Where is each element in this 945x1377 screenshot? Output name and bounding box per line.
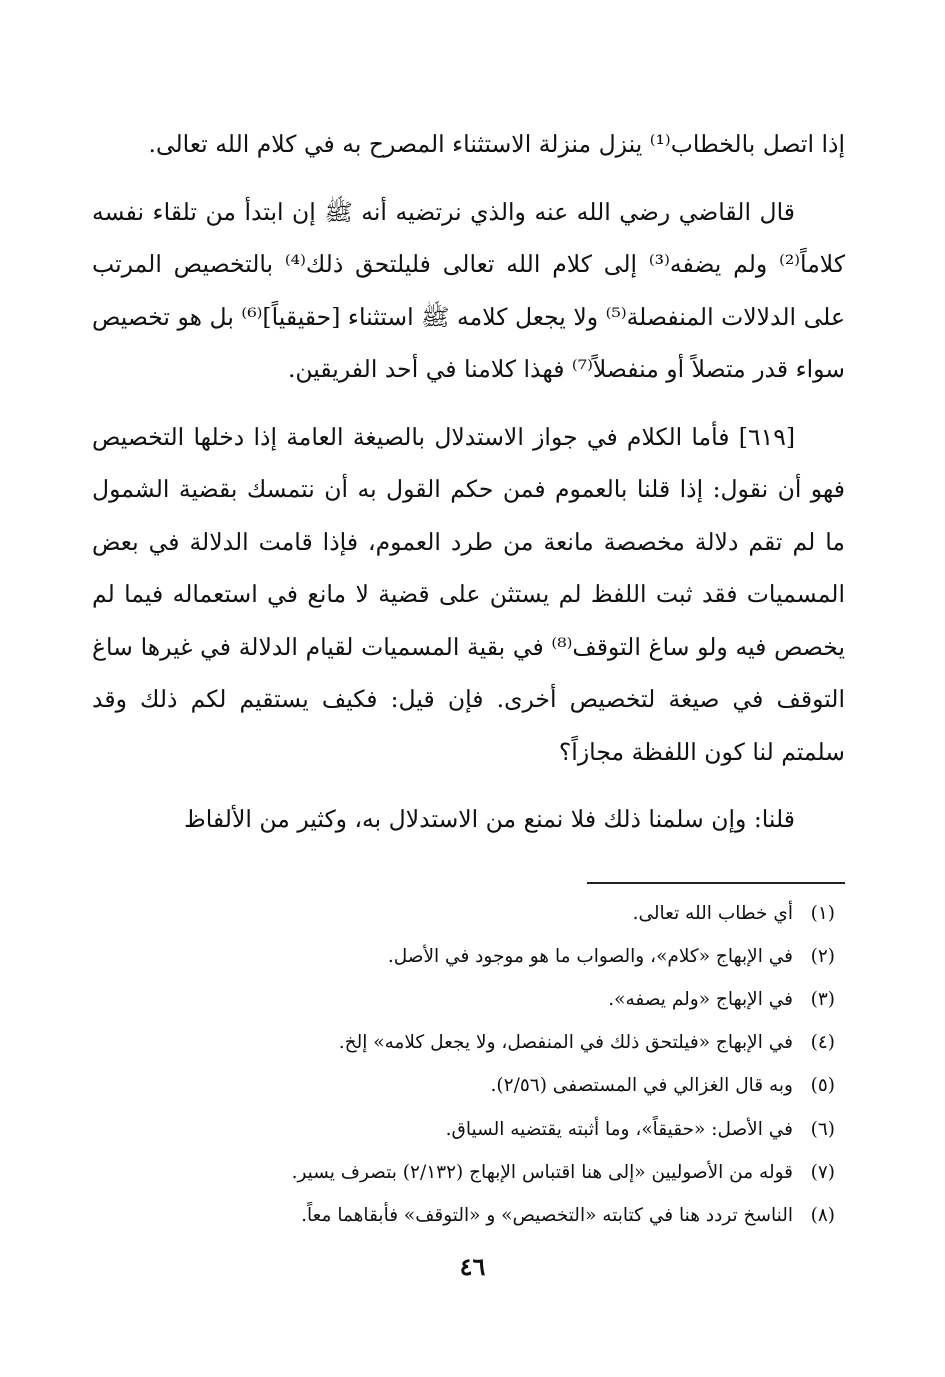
paragraph-2: قال القاضي رضي الله عنه والذي نرتضيه أنه ﷺ إن ابتدأ من تلقاء نفسه كلاماً⁽²⁾ ولم يضفه⁽³⁾ إلى كلام الله تعالى فليلتحق ذلك⁽⁴⁾ بالتخصيص المرتب على الدلالات المنفصلة⁽⁵⁾ ولا يجعل كلامه ﷺ استثناء [حقيقياً]⁽⁶⁾ بل هو تخصيص سواء قدر متصلاً أو منفصلاً⁽⁷⁾ فهذا كلامنا في أحد الفريقين. (92, 197, 846, 383)
footnote-item (92, 1151, 835, 1194)
footnote-number: (٧) (810, 1161, 835, 1183)
footnote-item (92, 1194, 835, 1237)
footnote-number: (٤) (810, 1032, 835, 1054)
footnote-item (92, 978, 835, 1021)
page-number: ٤٦ (459, 1252, 486, 1281)
footnote-item (92, 1108, 835, 1151)
footnotes (92, 892, 845, 1238)
footnote-item (92, 1021, 835, 1064)
footnote-text: في الإبهاج «ولم يصفه». (608, 988, 793, 1010)
footnote-text: في الإبهاج «فيلتحق ذلك في المنفصل، ولا يجعل كلامه» إلخ. (338, 1032, 793, 1054)
footnote-text: في الإبهاج «كلام»، والصواب ما هو موجود في الأصل. (387, 945, 793, 967)
footnote-number: (٣) (810, 988, 835, 1010)
footnote-text: وبه قال الغزالي في المستصفى (٢/٥٦). (490, 1075, 793, 1097)
footnote-text: في الأصل: «حقيقاً»، وما أثبته يقتضيه السياق. (445, 1118, 793, 1140)
footnote-text: قوله من الأصوليين «إلى هنا اقتباس الإبهاج (٢/١٣٢) بتصرف يسير. (291, 1161, 793, 1183)
footnote-text: أي خطاب الله تعالى. (632, 902, 793, 924)
footnote-text: الناسخ تردد هنا في كتابته «التخصيص» و «التوقف» فأبقاهما معاً. (301, 1204, 793, 1226)
footnote-number: (٥) (810, 1075, 835, 1097)
paragraph-3: [٦١٩] فأما الكلام في جواز الاستدلال بالصيغة العامة إذا دخلها التخصيص فهو أن نقول: إذا قلنا بالعموم فمن حكم القول به أن نتمسك بقضية الشمول ما لم تقم دلالة مخصصة مانعة من طرد العموم، فإذا قامت الدلالة في بعض المسميات فقد ثبت اللفظ لم يستثن على قضية لا مانع في استعماله فيما لم يخصص فيه ولو ساغ التوقف⁽⁸⁾ في بقية المسميات لقيام الدلالة في غيرها ساغ التوقف في صيغة لتخصيص أخرى. فإن قيل: فكيف يستقيم لكم ذلك وقد سلمتم لنا كون اللفظة مجازاً؟ (92, 422, 845, 766)
footnote-number: (٢) (810, 945, 835, 967)
footnote-divider (587, 882, 845, 884)
footnote-item (92, 892, 835, 935)
footnote-number: (١) (810, 902, 835, 924)
paragraph-4: قلنا: وإن سلمنا ذلك فلا نمنع من الاستدلال به، وكثير من الألفاظ (184, 805, 795, 833)
main-text (92, 118, 845, 846)
footnote-item (92, 1064, 835, 1107)
paragraph-1: إذا اتصل بالخطاب⁽¹⁾ ينزل منزلة الاستثناء المصرح به في كلام الله تعالى. (148, 130, 845, 158)
footnote-number: (٨) (810, 1204, 835, 1226)
footnote-number: (٦) (810, 1118, 835, 1140)
footnote-item (92, 935, 835, 978)
